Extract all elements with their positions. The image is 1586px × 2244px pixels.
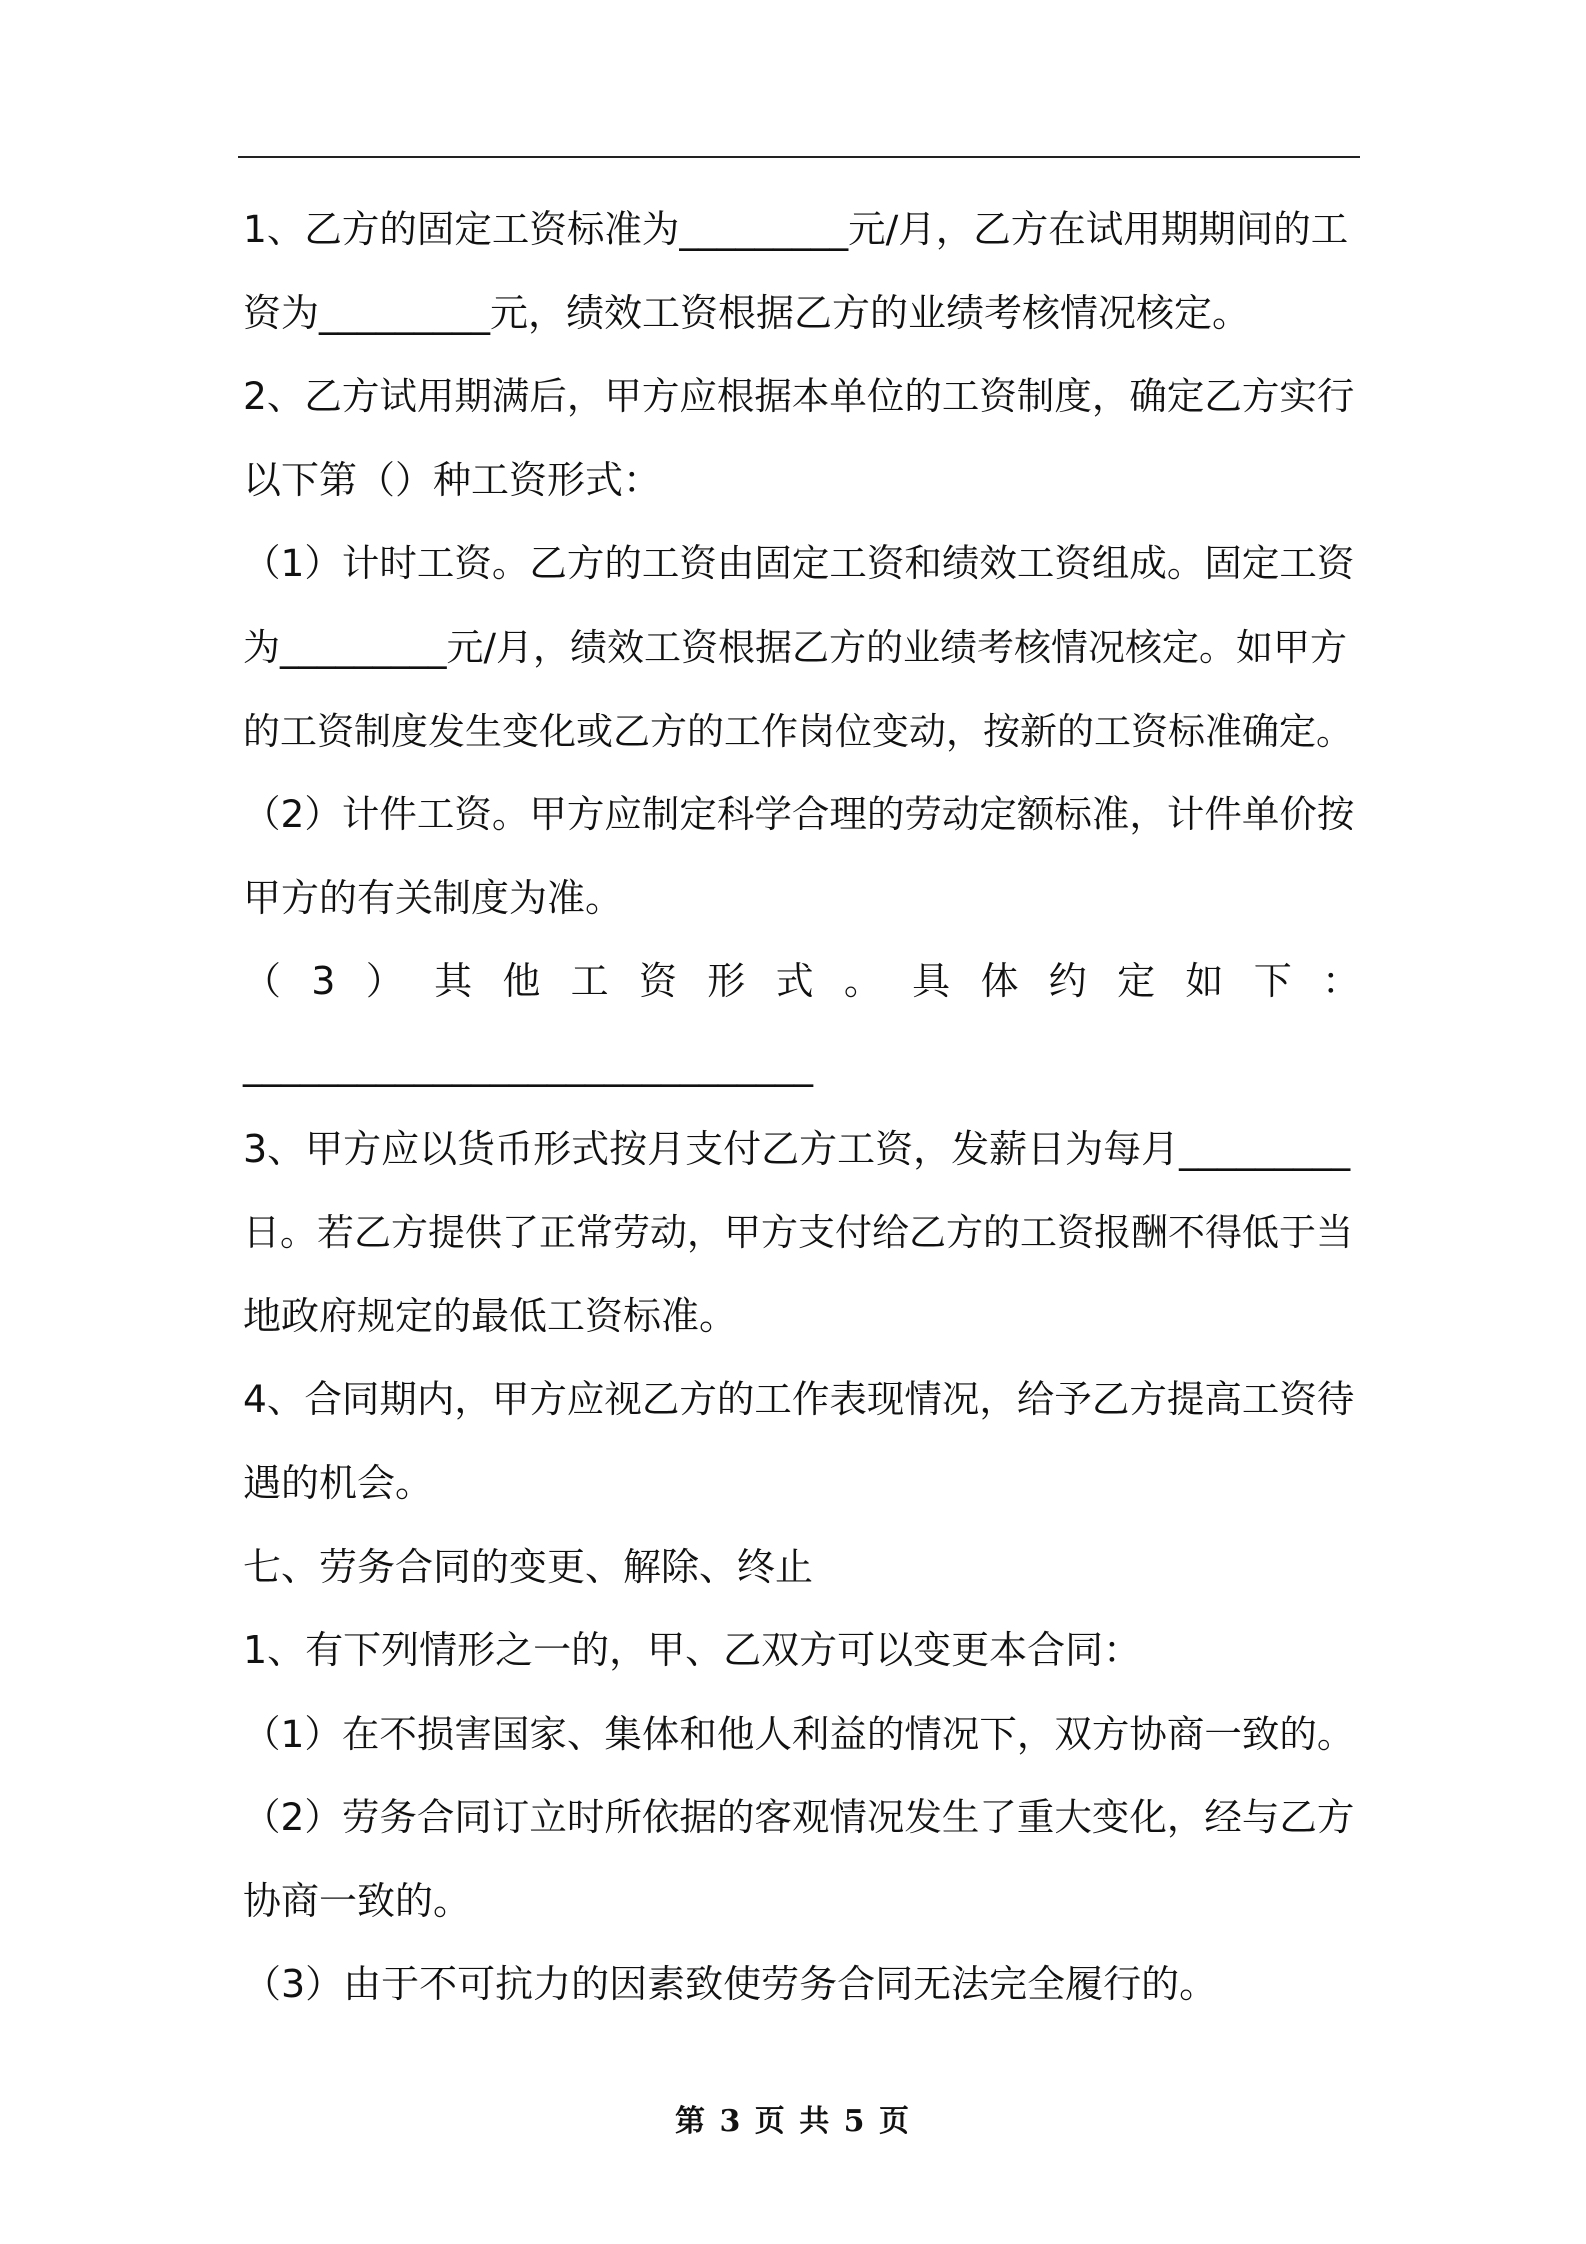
text-line: 日。若乙方提供了正常劳动，甲方支付给乙方的工资报酬不得低于当 xyxy=(243,1211,1353,1255)
text-line: （1）计时工资。乙方的工资由固定工资和绩效工资组成。固定工资 xyxy=(243,541,1355,586)
text-line: 1、乙方的固定工资标准为_________元/月，乙方在试用期期间的工 xyxy=(243,207,1349,251)
text-line: 1、有下列情形之一的，甲、乙双方可以变更本合同： xyxy=(243,1628,1142,1673)
text-line: （3）由于不可抗力的因素致使劳务合同无法完全履行的。 xyxy=(243,1962,1218,2007)
text-line: 4、合同期内，甲方应视乙方的工作表现情况，给予乙方提高工资待 xyxy=(243,1377,1355,1422)
text-line: 地政府规定的最低工资标准。 xyxy=(243,1293,738,1338)
text-line: 遇的机会。 xyxy=(243,1460,434,1505)
header-rule xyxy=(238,156,1360,158)
document-body xyxy=(243,188,1360,2027)
text-line: （1）在不损害国家、集体和他人利益的情况下，双方协商一致的。 xyxy=(243,1711,1355,1756)
text-line: 以下第（）种工资形式： xyxy=(243,457,662,502)
text-line: 的工资制度发生变化或乙方的工作岗位变动，按新的工资标准确定。 xyxy=(243,709,1353,753)
text-line: 协商一致的。 xyxy=(243,1878,472,1923)
text-line: （2）计件工资。甲方应制定科学合理的劳动定额标准，计件单价按 xyxy=(243,792,1355,837)
text-line: （3）其他工资形式。具体约定如下： xyxy=(243,959,1360,1004)
text-line: 为_________元/月，绩效工资根据乙方的业绩考核情况核定。如甲方 xyxy=(243,625,1347,669)
text-line: 甲方的有关制度为准。 xyxy=(243,875,624,920)
blank-fill-line: ______________________________ xyxy=(243,1042,813,1087)
text-line: 2、乙方试用期满后，甲方应根据本单位的工资制度，确定乙方实行 xyxy=(243,374,1355,419)
page-number: 第 3 页 共 5 页 xyxy=(675,2104,911,2139)
text-line: （2）劳务合同订立时所依据的客观情况发生了重大变化，经与乙方 xyxy=(243,1795,1355,1840)
text-line: 资为_________元，绩效工资根据乙方的业绩考核情况核定。 xyxy=(243,290,1251,335)
text-line: 3、甲方应以货币形式按月支付乙方工资，发薪日为每月_________ xyxy=(243,1126,1351,1171)
section-heading: 七、劳务合同的变更、解除、终止 xyxy=(243,1544,814,1589)
